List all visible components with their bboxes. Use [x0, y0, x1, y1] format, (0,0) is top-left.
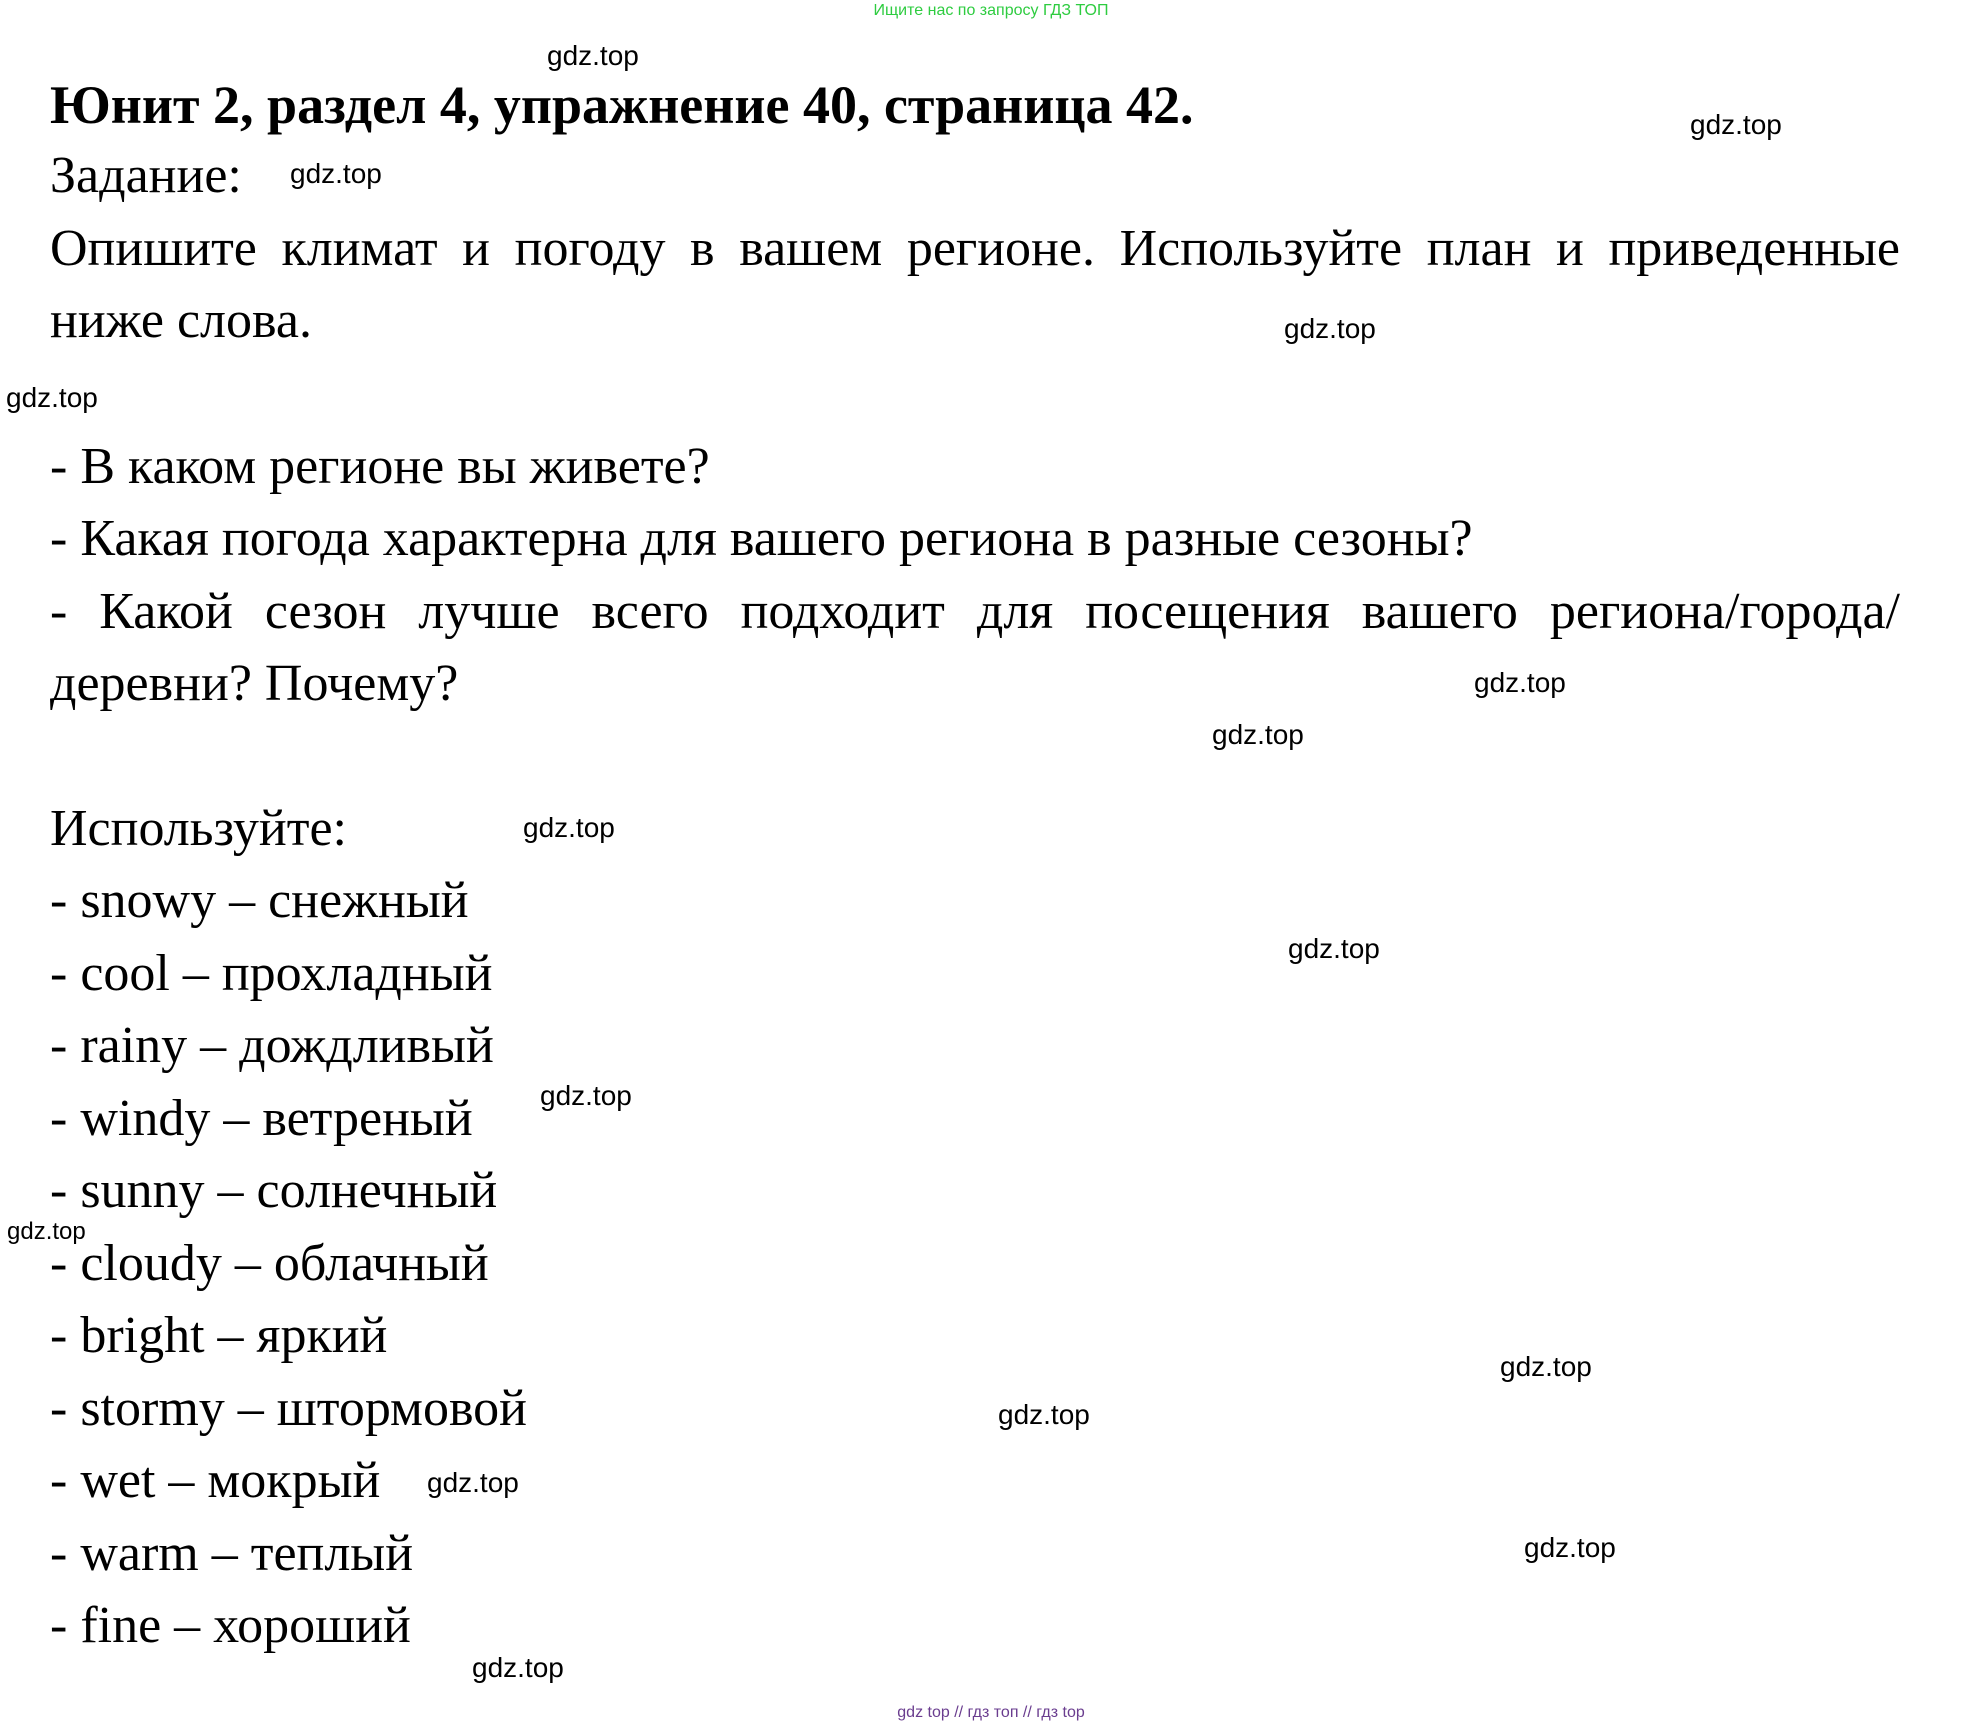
question-item: - В каком регионе вы живете?: [50, 437, 710, 495]
vocabulary-item: - cloudy – облачный: [50, 1234, 489, 1292]
watermark: gdz.top: [427, 1467, 519, 1498]
footer-note: gdz top // гдз топ // гдз top: [897, 1704, 1085, 1721]
watermark: gdz.top: [998, 1399, 1090, 1430]
watermark: gdz.top: [1288, 933, 1380, 964]
vocabulary-item: - stormy – штормовой: [50, 1379, 527, 1437]
vocabulary-item: - fine – хороший: [50, 1597, 411, 1654]
vocabulary-item: - bright – яркий: [50, 1307, 388, 1364]
watermark: gdz.top: [1284, 313, 1376, 344]
task-label: Задание:: [50, 147, 242, 204]
question-item: - Какая погода характерна для вашего региона в разные сезоны?: [50, 510, 1473, 567]
watermark: gdz.top: [290, 158, 382, 189]
vocabulary-item: - warm – теплый: [50, 1524, 414, 1582]
vocabulary-item: - snowy – снежный: [50, 872, 469, 929]
use-label: Используйте:: [50, 799, 347, 857]
vocabulary-item: - windy – ветреный: [50, 1089, 473, 1147]
task-text: Опишите климат и погоду в вашем регионе. Используйте план и приведенные ниже слова.: [50, 219, 1900, 349]
exercise-document: [50, 70, 1900, 1663]
watermark: gdz.top: [1524, 1532, 1616, 1563]
watermark: gdz.top: [523, 812, 615, 843]
watermark: gdz.top: [1500, 1351, 1592, 1382]
question-item: - Какой сезон лучше всего подходит для посещения вашего региона/города/деревни? Почему?: [50, 582, 1900, 712]
vocabulary-item: - sunny – солнечный: [50, 1162, 498, 1219]
vocabulary-item: - cool – прохладный: [50, 944, 493, 1002]
watermark: gdz.top: [547, 40, 639, 71]
watermark: gdz.top: [6, 382, 98, 413]
vocabulary-item: - wet – мокрый: [50, 1452, 381, 1509]
watermark: gdz.top: [472, 1652, 564, 1683]
watermark: gdz.top: [1212, 719, 1304, 750]
watermark: gdz.top: [7, 1218, 86, 1245]
exercise-title: Юнит 2, раздел 4, упражнение 40, страница 42.: [50, 75, 1194, 135]
watermark: gdz.top: [1690, 109, 1782, 140]
top-site-note: Ищите нас по запросу ГДЗ ТОП: [873, 2, 1109, 19]
watermark: gdz.top: [1474, 667, 1566, 698]
vocabulary-list: [50, 865, 1900, 1663]
watermark: gdz.top: [540, 1080, 632, 1111]
vocabulary-item: - rainy – дождливый: [50, 1017, 494, 1074]
